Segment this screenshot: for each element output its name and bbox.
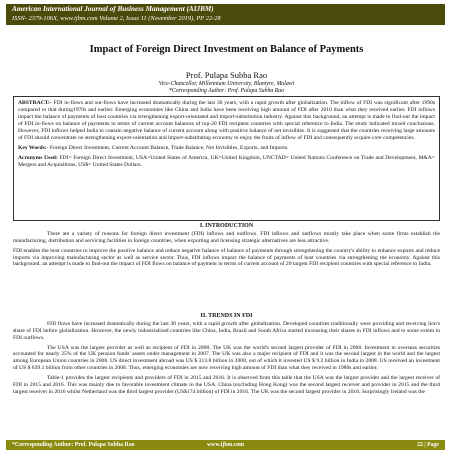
introduction-paragraph-1: There are a variety of reasons for foreign direct investment (FDI) inflows and outflows. FDI inflows and outflows mostly take place when some firms establish the manufacturing, distribution and servicing facilities in foreign countries, when exporting and licensing strategic alternatives are less attractive.: [13, 231, 440, 244]
acronyms-paragraph: [18, 155, 435, 169]
corresponding-author: *Corresponding Author: Prof. Pulapa Subba Rao: [168, 88, 285, 94]
trends-paragraph-2: The USA was the largest provider as well as recipient of FDI in 2008. The UK was the world's second largest provider of FDI in 2008. Investment in overseas securities accounted for nearly 25% of the UK pension funds' assets under management in 2007. The UK was also a major recipient of FDI and it was the second largest in the world and the largest among European Union countries in 2008. US direct investment abroad was US $ 313.8 billion in 2008, out of which it invested US $ 9.2 billion in India in 2008. US received an investment of US $ 639.1 billion from other countries in 2008. Thus, emerging economies are now receiving high amount of FDI than what they received in 1980s and earlier.: [13, 344, 440, 372]
journal-header-banner: [6, 4, 445, 25]
abstract-text: FDI in-flows and out-flows have increased dramatically during the last 30 years, with a rapid growth after globalization. The inflow of FDI was significant after 1990s compared to that during1970s and earlier. Emerging economies like China and India have been receiving high amount of FDI after 2010 than what they received earlier. FDI inflows impact the balance of payments of host countries via strengthening export-orientated and import-substitution industry. Against this background, an attempt is made to find-out the impact of FDI in-flows on balance of payments in terms of current account balances of top-20 FDI recipient countries with special reference to India. The study indicated mixed conclusions. However, FDI inflows helped India to contain negative balance of current account along with positive balance of net invisibles. It is suggested that the countries receiving large amounts of FDI should concentrate on strengthening export-orientation and import-substituting economy to enjoy the fruits of inflow of FDI and consequently acquire core competencies.: [18, 100, 435, 141]
journal-name: American International Journal of Business Management (AIJBM): [12, 5, 214, 13]
footer-author: *Corresponding Author: Prof. Pulapa Subba Rao: [12, 441, 135, 448]
abstract-paragraph: [18, 100, 435, 142]
keywords-label: Key Words:-: [18, 145, 49, 151]
footer-page-number: 22 | Page: [417, 441, 439, 448]
introduction-heading: I. INTRODUCTION: [199, 223, 254, 229]
introduction-paragraph-2: FDI enables the host countries to improve the positive balance and reduce negative balance of balance of payments through strengthening the country's ability to enhance exports and reduce imports via improving manufacturing sector as well as service sector. Thus, FDI inflows impact the balance of payments of host countries via strengthening the economy. Against this background, an attempt is made to find-out the impact of FDI flows on balance of payment in terms of current account of 20 largest FDI recipient countries with special reference to India.: [13, 247, 440, 268]
journal-issn-line: ISSN- 2379-106X, www.ijbm.com Volume 2, Issue 11 (November 2019), PP 22-28: [12, 15, 221, 22]
keywords-text: Foreign Direct Investment, Current Account Balance, Trade Balance, Net Invisibles, Exports, and Imports.: [48, 145, 289, 151]
trends-paragraph-3: Table-1 provides the largest recipients and providers of FDI in 2015 and 2016. It is observed from this table that the USA was the largest provider and the largest receiver of FDI in 2015 and 2016. This was mainly due to favorable investment climate in the USA. China (excluding Hong Kong) was the second largest receiver and provider in 2015 and the third largest receiver in 2016 whilst Netherland was the third largest provider (US$174 billion) of FDI in 2016. The UK was the second largest provider in 2016. Surprisingly Ireland was the: [13, 374, 440, 395]
page-footer: [6, 440, 445, 450]
keywords-paragraph: [18, 145, 435, 152]
acronyms-text: FDI= Foreign Direct Investment, USA=United States of America, UK=United Kingdom, UNCTAD= United Nations Conference on Trade and Development, M&A= Mergers and Acquisitions, US$= United States Dollars.: [18, 155, 435, 168]
acronyms-label: Acronyms Used:: [18, 155, 58, 161]
trends-heading: II. TRENDS IN FDI: [200, 313, 253, 319]
paper-title: Impact of Foreign Direct Investment on Balance of Payments: [89, 44, 364, 55]
author-affiliation: Vice-Chancellor, Millennium University, Blantyre, Malawi: [158, 81, 295, 87]
abstract-label: ABSTRACT:-: [18, 100, 52, 106]
footer-website: www.ijbm.com: [206, 441, 245, 448]
author-name: Prof. Pulapa Subba Rao: [185, 70, 268, 80]
trends-body: [13, 321, 440, 398]
introduction-body: [13, 231, 440, 271]
trends-paragraph-1: FDI flows have increased dramatically during the last 30 years, with a rapid growth after globalization. Developed countries traditionally were providing and receiving lion's share of FDI before globalization. However, the newly industrialized countries like China, India, Brazil and South Africa started increasing their shares in FDI inflows and to some extent in FDI outflows.: [13, 321, 440, 341]
abstract-box: [13, 96, 440, 221]
